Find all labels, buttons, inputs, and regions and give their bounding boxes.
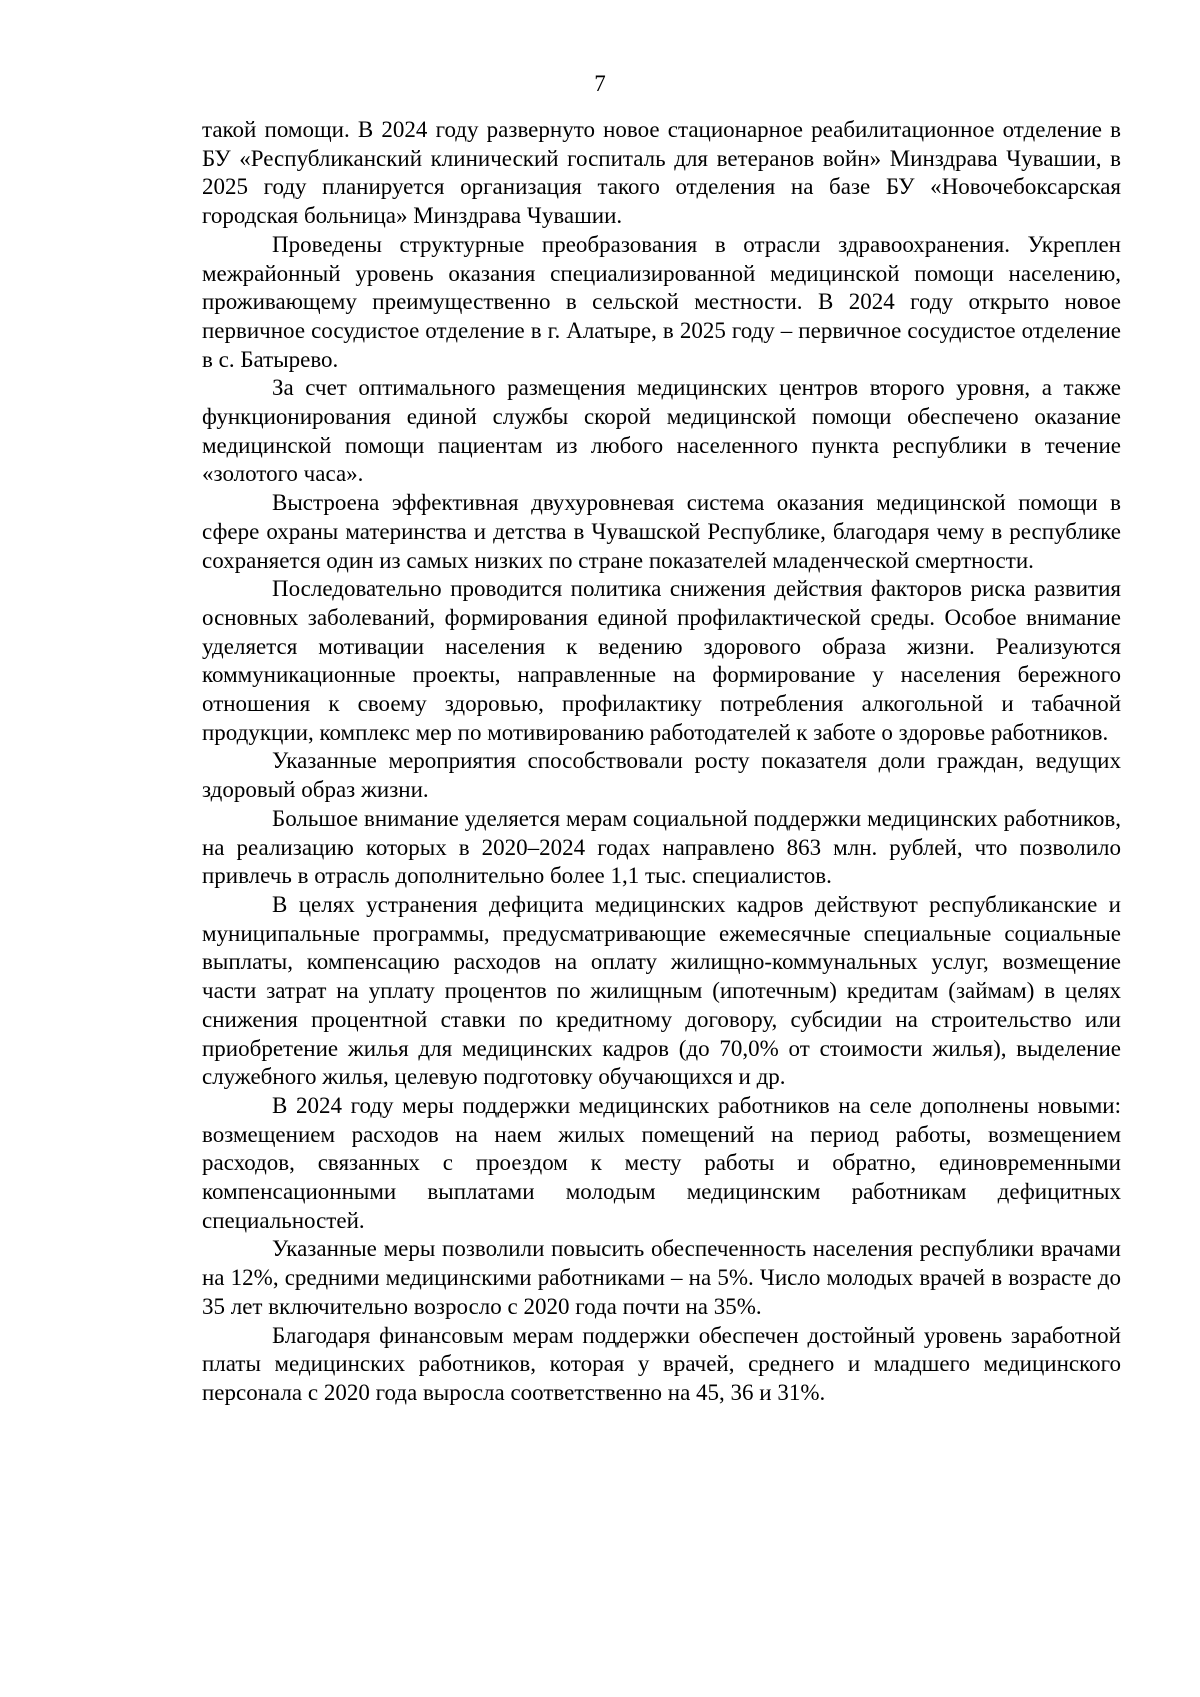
paragraph-prevention-policy: Последовательно проводится политика снижения действия факторов риска развития основных заболеваний, формирования единой профилактической среды. Особое внимание уделяется мотивации населения к ведению здорового образа жизни. Реализуются коммуникационные проекты, направленные на формирование у населения бережного отношения к своему здоровью, профилактику потребления алкогольной и табачной продукции, комплекс мер по мотивированию работодателей к заботе о здоровье работников. bbox=[202, 576, 1121, 745]
paragraph-golden-hour: За счет оптимального размещения медицинских центров второго уровня, а также функционирования единой службы скорой медицинской помощи обеспечено оказание медицинской помощи пациентам из любого населенного пункта республики в течение «золотого часа». bbox=[202, 375, 1121, 487]
page-number: 7 bbox=[594, 71, 606, 96]
paragraph-healthy-lifestyle: Указанные мероприятия способствовали росту показателя доли граждан, ведущих здоровый образ жизни. bbox=[202, 748, 1121, 803]
paragraph-staffing-results: Указанные меры позволили повысить обеспеченность населения республики врачами на 12%, средними медицинскими работниками – на 5%. Число молодых врачей в возрасте до 35 лет включительно возросло с 2020 года почти на 35%. bbox=[202, 1236, 1121, 1319]
paragraph-structural-changes: Проведены структурные преобразования в отрасли здравоохранения. Укреплен межрайонный уровень оказания специализированной медицинской помощи населению, проживающему преимущественно в сельской местности. В 2024 году открыто новое первичное сосудистое отделение в г. Алатыре, в 2025 году – первичное сосудистое отделение в с. Батырево. bbox=[202, 231, 1121, 372]
document-body bbox=[202, 116, 1121, 1408]
paragraph-salary-growth: Благодаря финансовым мерам поддержки обеспечен достойный уровень заработной платы медицинских работников, которая у врачей, среднего и младшего медицинского персонала с 2020 года выросла соответственно на 45, 36 и 31%. bbox=[202, 1322, 1121, 1405]
paragraph-staff-programs: В целях устранения дефицита медицинских кадров действуют республиканские и муниципальные программы, предусматривающие ежемесячные специальные социальные выплаты, компенсацию расходов на оплату жилищно-коммунальных услуг, возмещение части затрат на уплату процентов по жилищным (ипотечным) кредитам (займам) в целях снижения процентной ставки по кредитному договору, субсидии на строительство или приобретение жилья для медицинских кадров (до 70,0% от стоимости жилья), выделение служебного жилья, целевую подготовку обучающихся и др. bbox=[202, 891, 1121, 1090]
paragraph-continuation: такой помощи. В 2024 году развернуто новое стационарное реабилитационное отделение в БУ «Республиканский клинический госпиталь для ветеранов войн» Минздрава Чувашии, в 2025 году планируется организация такого отделения на базе БУ «Новочебоксарская городская больница» Минздрава Чувашии. bbox=[202, 117, 1121, 229]
paragraph-rural-support: В 2024 году меры поддержки медицинских работников на селе дополнены новыми: возмещением расходов на наем жилых помещений на период работы, возмещением расходов, связанных с проездом к месту работы и обратно, единовременными компенсационными выплатами молодым медицинским работникам дефицитных специальностей. bbox=[202, 1092, 1121, 1233]
paragraph-maternal-care: Выстроена эффективная двухуровневая система оказания медицинской помощи в сфере охраны материнства и детства в Чувашской Республике, благодаря чему в республике сохраняется один из самых низких по стране показателей младенческой смертности. bbox=[202, 490, 1121, 573]
paragraph-social-support: Большое внимание уделяется мерам социальной поддержки медицинских работников, на реализацию которых в 2020–2024 годах направлено 863 млн. рублей, что позволило привлечь в отрасль дополнительно более 1,1 тыс. специалистов. bbox=[202, 805, 1121, 889]
